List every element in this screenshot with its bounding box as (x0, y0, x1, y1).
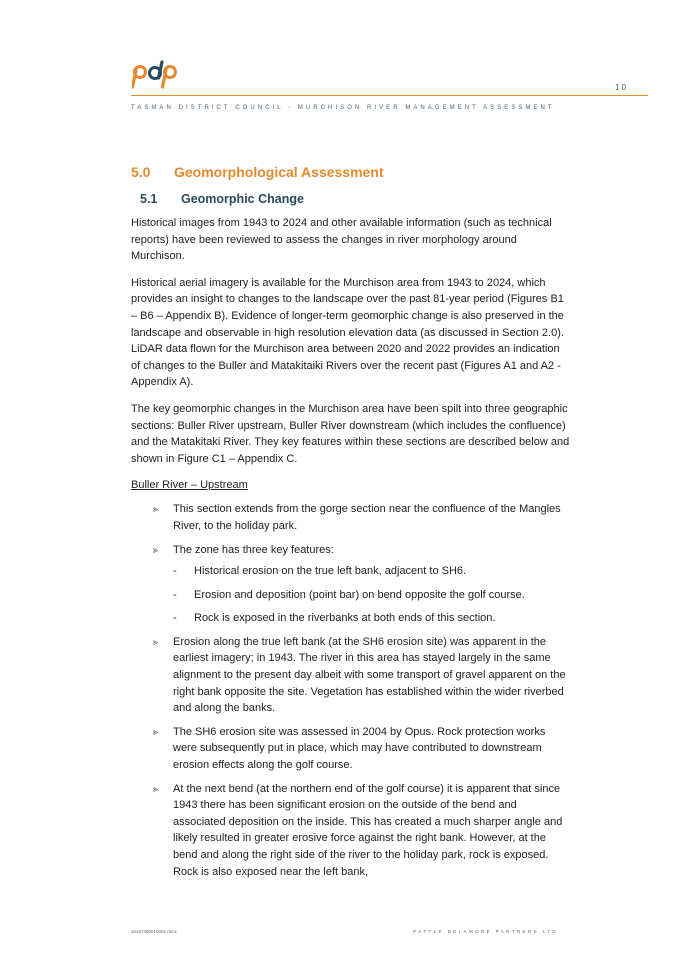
list-item (131, 501, 571, 534)
running-header: TASMAN DISTRICT COUNCIL - MURCHISON RIVER MANAGEMENT ASSESSMENT (131, 105, 555, 111)
bullet-marker-icon: ⪢ (153, 726, 159, 737)
bullet-list (131, 501, 571, 880)
sub-list-item-text: Rock is exposed in the riverbanks at both ends of this section. (194, 612, 496, 625)
dash-marker: - (173, 612, 177, 625)
sub-list-item (173, 563, 571, 580)
header-rule (131, 95, 648, 96)
footer-company: PATTLE DELAMORE PARTNERS LTD (413, 929, 558, 934)
list-item-text: Erosion along the true left bank (at the SH6 erosion site) was apparent in the earliest imagery; in 1943. The river in this area has stayed largely in the same alignment to the present day albeit with some transport of gravel apparent on the right bank opposite the site. Vegetation has established within the wider riverbed and along the banks. (173, 635, 566, 715)
list-item-text: The zone has three key features: (173, 543, 334, 556)
page-number: 10 (615, 83, 628, 92)
subsection-heading (140, 192, 571, 206)
paragraph: The key geomorphic changes in the Murchison area have been spilt into three geographic sections: Buller River upstream, Buller River downstream (which includes the confluence) and the Matakitaki River. They key features within these sections are described below and shown in Figure C1 – Appendix C. (131, 402, 570, 465)
document-body (131, 164, 571, 887)
subheading-buller-upstream: Buller River – Upstream (131, 479, 248, 492)
dash-marker: - (173, 588, 177, 601)
bullet-marker-icon: ⪢ (153, 504, 159, 515)
bullet-marker-icon: ⪢ (153, 636, 159, 647)
list-item-text: This section extends from the gorge section near the confluence of the Mangles River, to the holiday park. (173, 503, 561, 532)
paragraph: Historical images from 1943 to 2024 and other available information (such as technical reports) have been reviewed to assess the changes in river morphology around Murchison. (131, 217, 552, 263)
section-number: 5.0 (131, 164, 151, 180)
paragraph: Historical aerial imagery is available for the Murchison area from 1943 to 2024, which provides an insight to changes to the landscape over the past 81-year period (Figures B1 – B6 – Appendix B). Evidence of longer-term geomorphic change is also preserved in the landscape and observable in high resolution elevation data (as discussed in Section 2.0). LiDAR data flown for the Murchison area between 2020 and 2022 provides an indication of changes to the Buller and Matakitaiki Rivers over the recent past (Figures A1 and A2 - Appendix A). (131, 276, 564, 389)
list-item (131, 542, 571, 627)
dash-marker: - (173, 565, 177, 578)
subsection-number: 5.1 (140, 192, 158, 206)
list-item-text: The SH6 erosion site was assessed in 2004 by Opus. Rock protection works were subsequently put in place, which may have contributed to downstream erosion effects along the golf course. (173, 725, 546, 772)
list-item-text: At the next bend (at the northern end of the golf course) it is apparent that since 1943 there has been significant erosion on the outside of the bend and associated deposition on the inside. This has created a much sharper angle and likely resulted in greater erosive force against the right bank. However, at the bend and along the right side of the river to the holiday park, rock is exposed. Rock is also exposed near the left bank, (173, 782, 563, 878)
bullet-marker-icon: ⪢ (153, 544, 159, 555)
section-heading (131, 164, 571, 180)
subsection-title: Geomorphic Change (181, 192, 304, 206)
list-item (131, 634, 571, 717)
list-item (131, 724, 571, 774)
footer-doc-ref: 10157400010001.docx (131, 929, 177, 934)
key-features-list (173, 563, 571, 627)
bullet-marker-icon: ⪢ (153, 783, 159, 794)
section-title: Geomorphological Assessment (174, 164, 384, 180)
sub-list-item (173, 610, 571, 627)
sub-list-item (173, 587, 571, 604)
sub-list-item-text: Erosion and deposition (point bar) on bend opposite the golf course. (194, 588, 525, 601)
pdp-logo (132, 60, 178, 90)
sub-list-item-text: Historical erosion on the true left bank, adjacent to SH6. (194, 565, 467, 578)
list-item (131, 781, 571, 881)
